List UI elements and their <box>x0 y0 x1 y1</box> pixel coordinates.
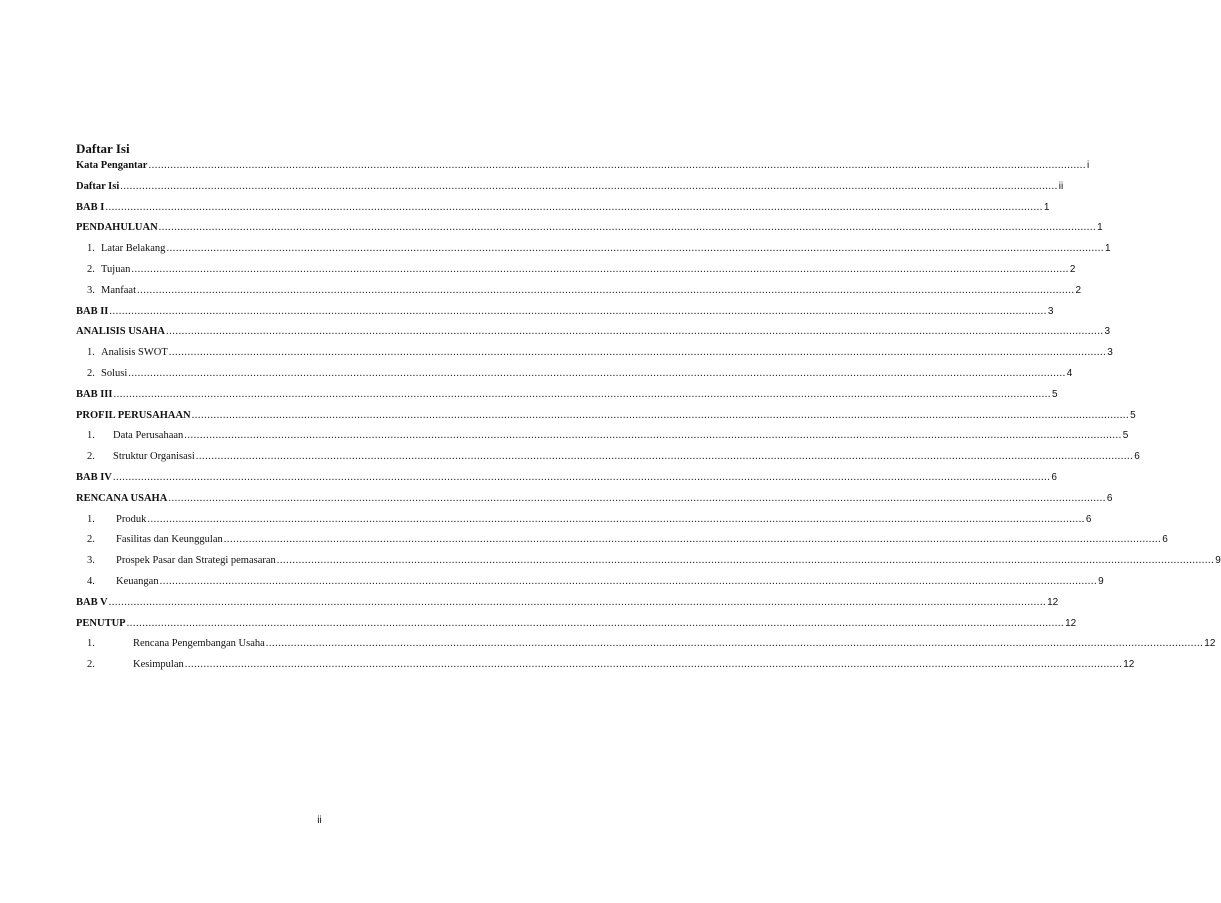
toc-entry-number: 2. <box>87 368 95 379</box>
toc-entry-page-number: 2 <box>1069 264 1076 275</box>
dot-leader: ............................................................................................................................................................................................................................................................................................................ <box>265 638 1204 650</box>
toc-entry-number: 2. <box>87 264 95 275</box>
toc-entry[interactable] <box>76 345 1113 361</box>
toc-entry-page-number: ii <box>1058 180 1064 192</box>
toc-entry-page-number: 12 <box>1204 638 1216 650</box>
toc-entry-page-number: 5 <box>1051 388 1058 400</box>
toc-entry[interactable] <box>76 366 1073 382</box>
toc-entry-page-number: 3 <box>1107 347 1113 359</box>
toc-entry-label: PENDAHULUAN <box>76 222 158 234</box>
toc-entry-label: BAB IV <box>76 472 112 483</box>
toc-entry-page-number: 5 <box>1130 409 1136 421</box>
toc-entry-page-number: i <box>1086 160 1090 171</box>
toc-entry-page-number: 6 <box>1051 472 1057 483</box>
dot-leader: ............................................................................................................................................................................................................................................................................................................ <box>136 284 1075 296</box>
dot-leader: ............................................................................................................................................................................................................................................................................................................ <box>120 180 1058 192</box>
toc-entry-label: PENUTUP <box>76 617 126 629</box>
dot-leader: ............................................................................................................................................................................................................................................................................................................ <box>108 596 1047 608</box>
toc-entry-label: Solusi <box>101 368 128 379</box>
toc-entry-number: 2. <box>87 534 95 546</box>
toc-entry[interactable] <box>76 491 1113 507</box>
toc-entry-label: Rencana Pengembangan Usaha <box>133 638 265 650</box>
toc-entry[interactable] <box>76 324 1111 340</box>
footer-page-number: ii <box>317 815 322 826</box>
toc-entry-page-number: 3 <box>1047 305 1054 317</box>
toc-entry[interactable] <box>76 262 1076 278</box>
toc-entry-number: 1. <box>87 638 95 650</box>
toc-entry[interactable] <box>76 470 1057 486</box>
dot-leader: ............................................................................................................................................................................................................................................................................................................ <box>168 347 1107 359</box>
toc-entry-number: 2. <box>87 451 95 463</box>
dot-leader: ............................................................................................................................................................................................................................................................................................................ <box>191 409 1130 421</box>
toc-entry-page-number: 6 <box>1106 492 1113 504</box>
toc-entry-label: Struktur Organisasi <box>113 451 195 463</box>
toc-entry-label: BAB V <box>76 596 108 608</box>
toc-entry-label: Produk <box>116 513 147 525</box>
toc-entry-page-number: 12 <box>1065 617 1077 629</box>
toc-entry-label: Prospek Pasar dan Strategi pemasaran <box>116 555 276 567</box>
dot-leader: ............................................................................................................................................................................................................................................................................................................ <box>112 472 1051 483</box>
toc-entry-page-number: 6 <box>1134 451 1140 463</box>
toc-entry-page-number: 5 <box>1122 430 1129 442</box>
toc-entry-label: Keuangan <box>116 576 159 587</box>
toc-entry-page-number: 9 <box>1215 555 1221 567</box>
toc-entry[interactable] <box>76 449 1140 465</box>
toc-entry[interactable] <box>76 200 1050 216</box>
toc-entry[interactable] <box>76 283 1082 299</box>
toc-entry-number: 2. <box>87 659 95 671</box>
dot-leader: ............................................................................................................................................................................................................................................................................................................ <box>158 222 1097 234</box>
toc-entry-label: Latar Belakang <box>101 243 166 255</box>
toc-entry-page-number: 9 <box>1098 576 1104 587</box>
toc-entry-label: Fasilitas dan Keunggulan <box>116 534 223 546</box>
toc-entry[interactable] <box>76 220 1103 236</box>
toc-entry-page-number: 1 <box>1097 222 1103 234</box>
toc-entry-page-number: 2 <box>1075 284 1082 296</box>
toc-entry-label: Manfaat <box>101 284 136 296</box>
toc-entry[interactable] <box>76 595 1059 611</box>
dot-leader: ............................................................................................................................................................................................................................................................................................................ <box>105 201 1043 213</box>
dot-leader: ............................................................................................................................................................................................................................................................................................................ <box>126 617 1065 629</box>
toc-entry-label: Daftar Isi <box>76 180 120 192</box>
toc-entry-label: Kesimpulan <box>133 659 184 671</box>
dot-leader: ............................................................................................................................................................................................................................................................................................................ <box>113 388 1051 400</box>
toc-entry-label: ANALISIS USAHA <box>76 326 165 338</box>
dot-leader: ............................................................................................................................................................................................................................................................................................................ <box>184 430 1122 442</box>
toc-entry-label: Tujuan <box>101 264 131 275</box>
toc-entry[interactable] <box>76 532 1168 548</box>
toc-entry-page-number: 6 <box>1162 534 1168 546</box>
toc-entry[interactable] <box>76 304 1054 320</box>
dot-leader: ............................................................................................................................................................................................................................................................................................................ <box>148 160 1086 171</box>
dot-leader: ............................................................................................................................................................................................................................................................................................................ <box>195 451 1134 463</box>
dot-leader: ............................................................................................................................................................................................................................................................................................................ <box>166 243 1104 255</box>
dot-leader: ............................................................................................................................................................................................................................................................................................................ <box>147 513 1085 525</box>
toc-entry-page-number: 1 <box>1104 243 1111 255</box>
toc-entry[interactable] <box>76 158 1090 174</box>
toc-entry-number: 1. <box>87 430 95 442</box>
toc-entry[interactable] <box>76 636 1216 652</box>
dot-leader: ............................................................................................................................................................................................................................................................................................................ <box>128 368 1066 379</box>
toc-entry[interactable] <box>76 179 1064 195</box>
dot-leader: ............................................................................................................................................................................................................................................................................................................ <box>223 534 1162 546</box>
toc-entry-page-number: 4 <box>1066 368 1073 379</box>
toc-entry[interactable] <box>76 428 1129 444</box>
toc-entry[interactable] <box>76 553 1221 569</box>
toc-entry-page-number: 12 <box>1123 659 1135 671</box>
toc-entry-number: 1. <box>87 347 95 359</box>
toc-entry-label: BAB III <box>76 388 113 400</box>
dot-leader: ............................................................................................................................................................................................................................................................................................................ <box>159 576 1098 587</box>
toc-entry[interactable] <box>76 387 1058 403</box>
toc-entry-number: 3. <box>87 555 95 567</box>
toc-entry-number: 4. <box>87 576 95 587</box>
toc-entry[interactable] <box>76 616 1077 632</box>
toc-entry[interactable] <box>76 241 1111 257</box>
dot-leader: ............................................................................................................................................................................................................................................................................................................ <box>131 264 1069 275</box>
toc-entry-label: Analisis SWOT <box>101 347 168 359</box>
toc-entry-label: BAB II <box>76 305 109 317</box>
toc-entry-label: BAB I <box>76 201 105 213</box>
toc-entry-number: 1. <box>87 243 95 255</box>
toc-entry[interactable] <box>76 657 1135 673</box>
toc-entry-page-number: 1 <box>1043 201 1050 213</box>
dot-leader: ............................................................................................................................................................................................................................................................................................................ <box>184 659 1123 671</box>
dot-leader: ............................................................................................................................................................................................................................................................................................................ <box>276 555 1215 567</box>
toc-entry-label: PROFIL PERUSAHAAN <box>76 409 191 421</box>
toc-entry[interactable] <box>76 574 1104 590</box>
toc-entry-label: Kata Pengantar <box>76 160 148 171</box>
dot-leader: ............................................................................................................................................................................................................................................................................................................ <box>168 492 1106 504</box>
toc-entry-page-number: 12 <box>1047 596 1059 608</box>
toc-entry-page-number: 3 <box>1104 326 1111 338</box>
toc-entry[interactable] <box>76 512 1092 528</box>
toc-entry-page-number: 6 <box>1085 513 1092 525</box>
page-title: Daftar Isi <box>76 141 130 156</box>
dot-leader: ............................................................................................................................................................................................................................................................................................................ <box>165 326 1104 338</box>
dot-leader: ............................................................................................................................................................................................................................................................................................................ <box>109 305 1047 317</box>
toc-entry-label: RENCANA USAHA <box>76 492 168 504</box>
toc-entry-number: 3. <box>87 284 95 296</box>
toc-entry-label: Data Perusahaan <box>113 430 184 442</box>
toc-entry-number: 1. <box>87 513 95 525</box>
toc-entry[interactable] <box>76 408 1136 424</box>
